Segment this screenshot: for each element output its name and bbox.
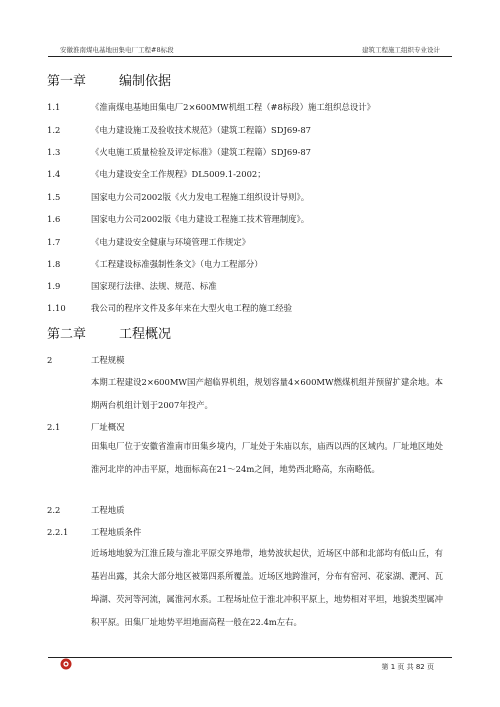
section-paragraph: 本期工程建设2×600MW国产超临界机组，规划容量4×600MW燃煤机组并预留扩建余地。本期两台机组计划于2007年投产。 <box>91 377 443 410</box>
reference-item-number: 1.8 <box>47 259 61 269</box>
section-title: 工程地质条件 <box>91 527 142 537</box>
section-number: 2.2.1 <box>47 527 69 537</box>
header-right-text: 建筑工程施工组织专业设计 <box>362 46 440 54</box>
reference-item-text: 《火电施工质量检验及评定标准》（建筑工程篇）SDJ69-87 <box>91 147 312 157</box>
section-title: 厂址概况 <box>91 422 125 432</box>
section-title: 工程规模 <box>91 355 125 365</box>
header-left-text: 安徽淮南煤电基地田集电厂工程#8标段 <box>60 46 174 54</box>
chapter-2-heading <box>47 323 171 342</box>
section-heading <box>47 354 125 366</box>
reference-item-number: 1.5 <box>47 192 61 202</box>
reference-item-text: 《工程建设标准强制性条文》（电力工程部分） <box>91 259 263 269</box>
reference-item-number: 1.9 <box>47 281 61 291</box>
reference-item <box>47 191 309 203</box>
reference-item <box>47 124 311 136</box>
reference-item <box>47 236 250 248</box>
section-heading <box>47 504 125 516</box>
header-divider <box>48 56 452 57</box>
chapter-1-heading <box>47 70 171 89</box>
chapter-1-number: 第一章 <box>47 74 87 89</box>
reference-item-text: 《淮南煤电基地田集电厂2×600MW机组工程（#8标段）施工组织总设计》 <box>91 102 375 112</box>
reference-item-text: 《电力建设安全健康与环境管理工作规定》 <box>91 237 251 247</box>
reference-item <box>47 258 263 270</box>
footer-divider <box>48 657 452 658</box>
section-paragraph: 田集电厂位于安徽省淮南市田集乡境内，厂址处于朱庙以东，庙西以西的区域内。厂址地区地处淮河北岸的冲击平原，地面标高在21～24m之间，地势西北略高，东南略低。 <box>91 441 443 474</box>
reference-item-text: 我公司的程序文件及多年来在大型火电工程的施工经验 <box>91 303 292 313</box>
page-number: 第 1 页 共 82 页 <box>381 663 434 671</box>
reference-item-number: 1.1 <box>47 102 61 112</box>
reference-item <box>47 280 217 292</box>
reference-item <box>47 213 309 225</box>
reference-item-text: 《电力建设施工及验收技术规范》（建筑工程篇）SDJ69-87 <box>91 125 312 135</box>
section-number: 2 <box>47 355 53 365</box>
reference-item-number: 1.6 <box>47 214 61 224</box>
reference-item-text: 国家电力公司2002版《火力发电工程施工组织设计导则》。 <box>91 192 310 202</box>
company-logo-icon <box>60 658 72 670</box>
reference-item-number: 1.4 <box>47 169 61 179</box>
reference-item <box>47 302 292 314</box>
chapter-2-title: 工程概况 <box>119 327 172 342</box>
chapter-2-number: 第二章 <box>47 327 87 342</box>
reference-item-text: 国家电力公司2002版《电力建设工程施工技术管理制度》。 <box>91 214 310 224</box>
reference-item <box>47 168 266 180</box>
page-header <box>60 42 440 56</box>
section-heading <box>47 421 125 433</box>
section-number: 2.1 <box>47 422 61 432</box>
reference-item-text: 国家现行法律、法规、规范、标准 <box>91 281 217 291</box>
reference-item <box>47 146 311 158</box>
reference-item <box>47 101 375 113</box>
reference-item-text: 《电力建设安全工作规程》DL5009.1-2002； <box>91 169 266 179</box>
section-title: 工程地质 <box>91 505 125 515</box>
chapter-1-title: 编制依据 <box>119 74 172 89</box>
section-heading <box>47 526 141 538</box>
reference-item-number: 1.10 <box>47 303 66 313</box>
reference-item-number: 1.2 <box>47 125 61 135</box>
reference-item-number: 1.3 <box>47 147 61 157</box>
section-number: 2.2 <box>47 505 61 515</box>
section-paragraph: 近场地地貌为江淮丘陵与淮北平原交界地带，地势波状起伏，近场区中部和北部均有低山丘，有基岩出露，其余大部分地区被第四系所覆盖。近场区地跨淮河，分布有窑河、花家湖、淝河、瓦埠湖、芡河等河流，属淮河水系。工程场址位于淮北冲积平原上，地势相对平坦，地貌类型属冲积平原。田集厂址地势平坦地面高程一般在22.4m左右。 <box>91 548 443 627</box>
reference-item-number: 1.7 <box>47 237 61 247</box>
